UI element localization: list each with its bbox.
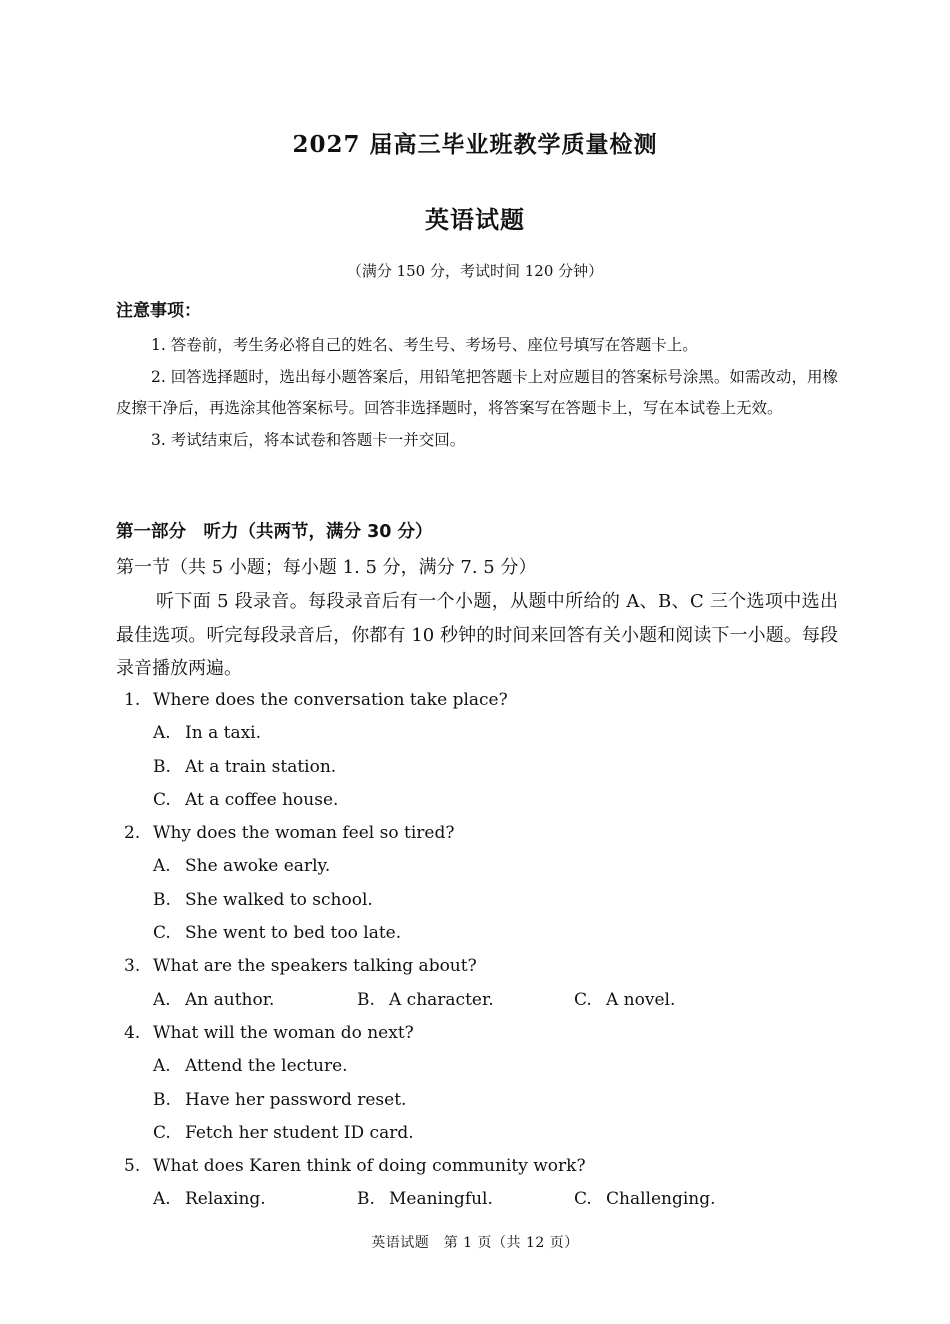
question-number: 5. (124, 1156, 141, 1177)
answer-option (124, 784, 824, 817)
answer-option (357, 984, 494, 1017)
option-letter: A. (153, 1056, 171, 1077)
option-text: In a taxi. (185, 723, 262, 744)
option-text: Relaxing. (185, 1189, 266, 1210)
answer-option-row (124, 984, 824, 1017)
answer-option (153, 1183, 266, 1216)
option-text: Have her password reset. (185, 1089, 407, 1110)
notice-item: 1. 答卷前，考生务必将自己的姓名、考生号、考场号、座位号填写在答题卡上。 (151, 336, 698, 354)
answer-option (124, 1084, 824, 1117)
option-text: Attend the lecture. (185, 1056, 348, 1077)
option-letter: A. (153, 1189, 171, 1210)
option-text: Meaningful. (389, 1189, 493, 1210)
notice-heading: 注意事项： (116, 301, 201, 321)
option-letter: A. (153, 856, 171, 877)
option-letter: C. (574, 1189, 592, 1210)
question-text: What are the speakers talking about? (153, 956, 477, 977)
question-text: What will the woman do next? (153, 1022, 414, 1043)
question-stem (124, 950, 824, 983)
option-text: Fetch her student ID card. (185, 1122, 414, 1143)
question-list (124, 684, 824, 1217)
option-letter: B. (153, 1089, 171, 1110)
question-stem (124, 1150, 824, 1183)
notice-item: 3. 考试结束后，将本试卷和答题卡一并交回。 (151, 430, 466, 449)
exam-main-title: 2027 届高三毕业班教学质量检测 (292, 131, 658, 158)
notice-list (116, 330, 838, 456)
answer-option (574, 1183, 716, 1216)
section-directions: 听下面 5 段录音。每段录音后有一个小题，从题中所给的 A、B、C 三个选项中选出最佳选项。听完每段录音后，你都有 10 秒钟的时间来回答有关小题和阅读下一小题。每段录音播放两遍。 (116, 591, 838, 679)
option-text: A character. (389, 989, 494, 1010)
subject-title: 英语试题 (425, 206, 525, 234)
option-text: A novel. (606, 989, 676, 1010)
option-letter: B. (153, 756, 171, 777)
question-number: 4. (124, 1022, 141, 1043)
option-text: At a train station. (185, 756, 337, 777)
option-text: She walked to school. (185, 889, 373, 910)
answer-option (124, 751, 824, 784)
answer-option (574, 984, 675, 1017)
answer-option (124, 917, 824, 950)
question-number: 2. (124, 823, 141, 844)
option-letter: B. (153, 889, 171, 910)
question-text: Where does the conversation take place? (153, 690, 508, 710)
option-letter: C. (574, 989, 592, 1010)
option-letter: A. (153, 989, 171, 1010)
answer-option (124, 884, 824, 917)
answer-option (124, 850, 824, 883)
option-letter: C. (153, 789, 171, 810)
exam-info: （满分 150 分，考试时间 120 分钟） (346, 262, 604, 280)
option-letter: C. (153, 1122, 171, 1143)
question-text: What does Karen think of doing community work? (153, 1156, 586, 1177)
option-letter: B. (357, 1189, 375, 1210)
answer-option (124, 717, 824, 750)
answer-option-row (124, 1183, 824, 1216)
question-text: Why does the woman feel so tired? (153, 823, 455, 844)
option-text: She awoke early. (185, 856, 331, 877)
part-heading: 第一部分 听力（共两节，满分 30 分） (116, 522, 433, 542)
answer-option (153, 984, 274, 1017)
option-text: She went to bed too late. (185, 923, 402, 944)
answer-option (357, 1183, 493, 1216)
page-footer: 英语试题 第 1 页（共 12 页） (371, 1235, 579, 1251)
question-stem (124, 817, 824, 850)
answer-option (124, 1050, 824, 1083)
answer-option (124, 1117, 824, 1150)
question-number: 1. (124, 690, 141, 710)
notice-item: 2. 回答选择题时，选出每小题答案后，用铅笔把答题卡上对应题目的答案标号涂黑。如需改动，用橡皮擦干净后，再选涂其他答案标号。回答非选择题时，将答案写在答题卡上，写在本试卷上无效。 (116, 367, 838, 417)
option-letter: C. (153, 923, 171, 944)
option-text: At a coffee house. (185, 789, 339, 810)
option-letter: B. (357, 989, 375, 1010)
section-heading: 第一节（共 5 小题；每小题 1. 5 分，满分 7. 5 分） (116, 557, 537, 578)
question-stem (124, 1017, 824, 1050)
question-stem (124, 684, 824, 717)
question-number: 3. (124, 956, 141, 977)
option-text: An author. (185, 989, 275, 1010)
option-text: Challenging. (606, 1189, 716, 1210)
option-letter: A. (153, 723, 171, 744)
